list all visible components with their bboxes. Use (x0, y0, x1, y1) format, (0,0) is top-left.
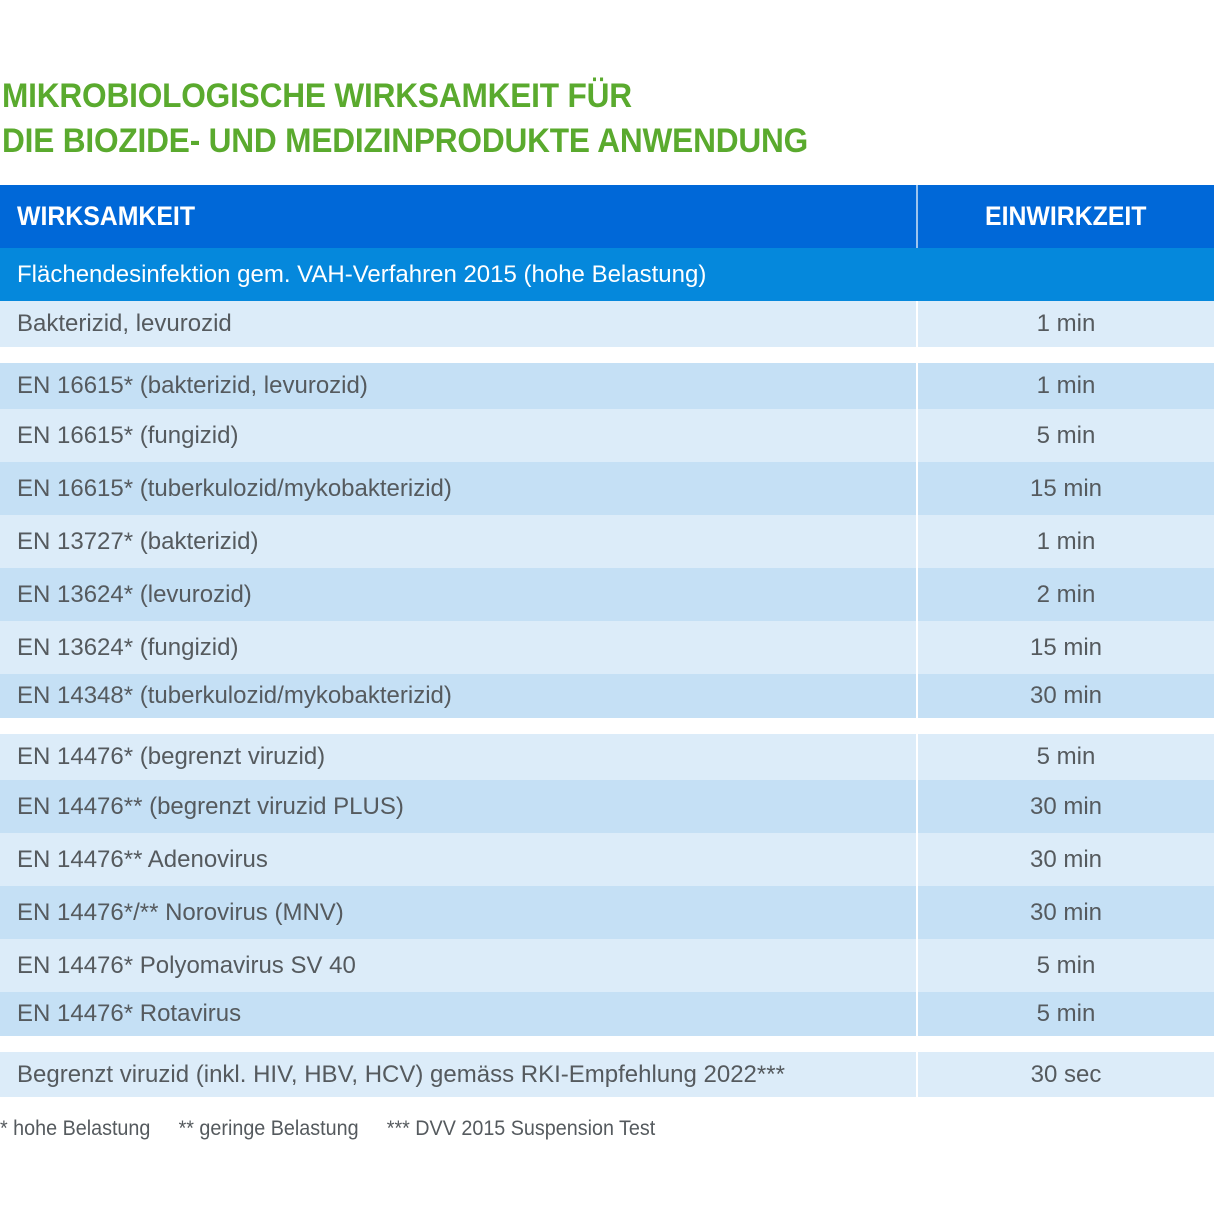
row-label: EN 16615* (tuberkulozid/mykobakterizid) (17, 474, 452, 502)
table-row (0, 621, 1214, 674)
row-time: 5 min (1036, 743, 1096, 770)
row-time: 30 min (1029, 845, 1103, 873)
row-label-cell (0, 409, 916, 462)
title-line-2: DIE BIOZIDE- UND MEDIZINPRODUKTE ANWENDUNG (2, 122, 809, 160)
row-time-cell (918, 1052, 1214, 1097)
row-time-cell (918, 462, 1214, 515)
row-time: 30 min (1029, 792, 1103, 820)
row-label: EN 14476* Polyomavirus SV 40 (17, 951, 356, 979)
table-row (0, 780, 1214, 833)
table-row (0, 1052, 1214, 1097)
footnote-geringe-belastung: ** geringe Belastung (178, 1117, 359, 1140)
row-label: EN 16615* (fungizid) (17, 421, 239, 449)
row-label: EN 14476* (begrenzt viruzid) (17, 743, 326, 770)
row-time-cell (918, 992, 1214, 1036)
row-label-cell (0, 780, 916, 833)
row-time-cell (918, 363, 1214, 409)
row-label: EN 14348* (tuberkulozid/mykobakterizid) (17, 682, 452, 709)
row-time-cell (918, 780, 1214, 833)
table-row (0, 568, 1214, 621)
column-header-wirksamkeit: WIRKSAMKEIT (17, 201, 196, 231)
row-time-cell (918, 833, 1214, 886)
row-time: 15 min (1029, 474, 1103, 502)
row-time-cell (918, 939, 1214, 992)
footnotes (0, 1117, 655, 1147)
row-time: 2 min (1036, 580, 1096, 608)
row-time-cell (918, 568, 1214, 621)
row-label-cell (0, 621, 916, 674)
table-row (0, 515, 1214, 568)
row-label-cell (0, 992, 916, 1036)
table-row (0, 409, 1214, 462)
row-time: 5 min (1036, 421, 1096, 449)
row-label-cell (0, 734, 916, 780)
row-label-cell (0, 363, 916, 409)
row-label-cell (0, 1052, 916, 1097)
row-time: 30 min (1029, 682, 1103, 709)
row-time: 1 min (1036, 527, 1096, 555)
header-cell-wirksamkeit (0, 185, 916, 248)
row-label-cell (0, 833, 916, 886)
row-time: 1 min (1036, 310, 1096, 337)
row-label: EN 13727* (bakterizid) (17, 527, 259, 555)
row-label: EN 14476** Adenovirus (17, 845, 268, 873)
footnote-dvv-test: *** DVV 2015 Suspension Test (386, 1117, 656, 1140)
table-row (0, 462, 1214, 515)
row-label-cell (0, 886, 916, 939)
row-time: 30 sec (1030, 1060, 1102, 1088)
row-label: EN 13624* (fungizid) (17, 633, 239, 661)
row-time: 5 min (1036, 1000, 1096, 1027)
row-label: EN 14476** (begrenzt viruzid PLUS) (17, 792, 404, 820)
row-time-cell (918, 886, 1214, 939)
row-time-cell (918, 734, 1214, 780)
row-label: EN 13624* (levurozid) (17, 580, 252, 608)
table-row (0, 674, 1214, 718)
row-label: EN 14476* Rotavirus (17, 1000, 242, 1027)
row-label: Bakterizid, levurozid (17, 310, 232, 337)
row-time-cell (918, 515, 1214, 568)
row-label-cell (0, 939, 916, 992)
column-header-einwirkzeit: EINWIRKZEIT (985, 201, 1147, 231)
row-time-cell (918, 621, 1214, 674)
row-time: 30 min (1029, 898, 1103, 926)
table-row (0, 992, 1214, 1036)
row-time: 1 min (1036, 372, 1096, 399)
table-row (0, 734, 1214, 780)
table-header (0, 185, 1214, 248)
table-row (0, 363, 1214, 409)
row-label-cell (0, 301, 916, 347)
section-header-label: Flächendesinfektion gem. VAH-Verfahren 2015 (hohe Belastung) (17, 260, 707, 288)
header-cell-einwirkzeit (916, 185, 1214, 248)
row-label: EN 14476*/** Norovirus (MNV) (17, 898, 344, 926)
title-line-1: MIKROBIOLOGISCHE WIRKSAMKEIT FÜR (2, 77, 632, 115)
row-time-cell (918, 301, 1214, 347)
table-row (0, 301, 1214, 347)
footnote-hohe-belastung: * hohe Belastung (0, 1117, 151, 1140)
row-label: EN 16615* (bakterizid, levurozid) (17, 372, 368, 399)
row-label-cell (0, 462, 916, 515)
row-time: 5 min (1036, 951, 1096, 979)
table-row (0, 886, 1214, 939)
row-time-cell (918, 409, 1214, 462)
row-label-cell (0, 674, 916, 718)
table-row (0, 939, 1214, 992)
row-label-cell (0, 515, 916, 568)
row-label: Begrenzt viruzid (inkl. HIV, HBV, HCV) gemäss RKI-Empfehlung 2022*** (17, 1060, 785, 1088)
page-title (2, 74, 808, 164)
section-header-cell (0, 248, 1214, 301)
row-time: 15 min (1029, 633, 1103, 661)
section-header (0, 248, 1214, 301)
table-row (0, 833, 1214, 886)
row-time-cell (918, 674, 1214, 718)
row-label-cell (0, 568, 916, 621)
